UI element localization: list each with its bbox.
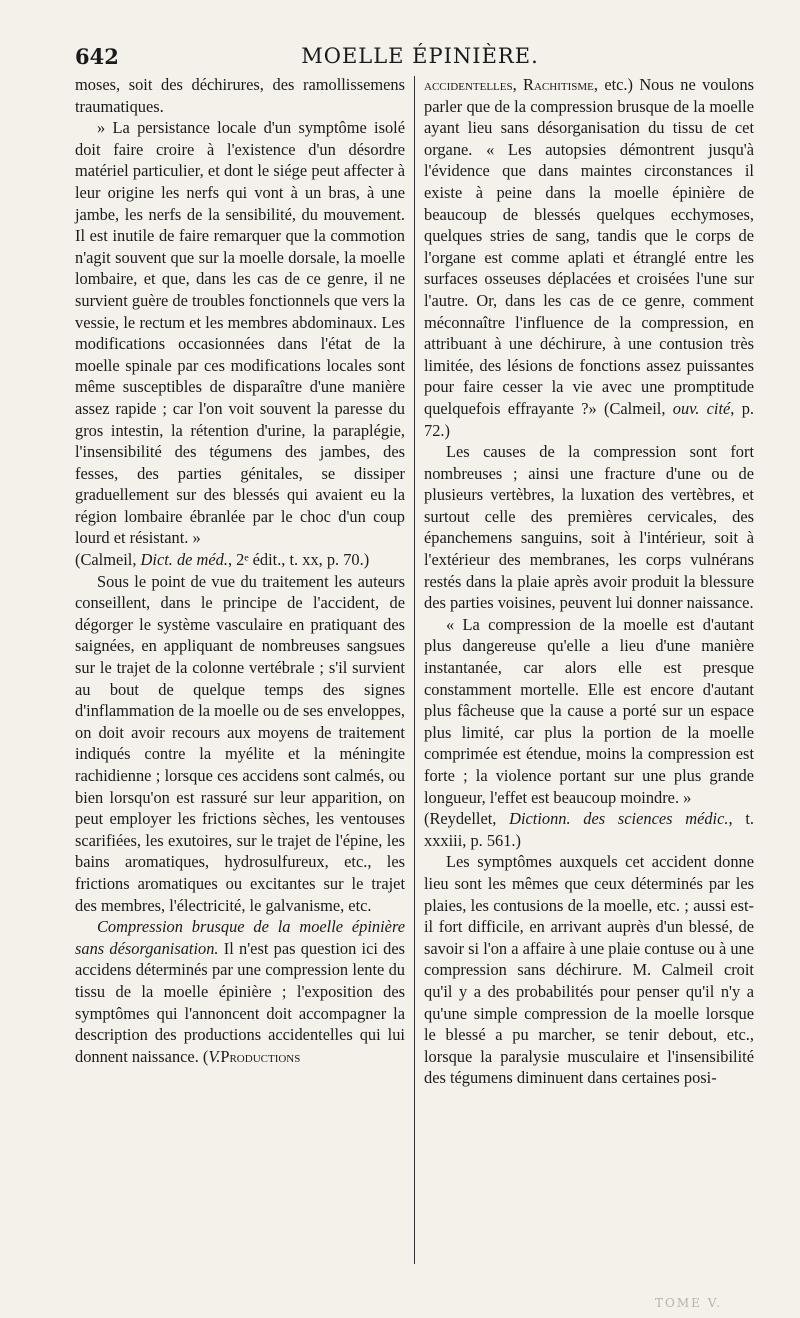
paragraph-text: Il n'est pas question ici des accidens déterminés par une compression lente du tissu de la moelle épinière ; l'exposition des symptômes qui l'annoncent doit accompagner la description des productions accidentelles qui lui donnent naissance. ( (75, 938, 406, 1066)
running-title: MOELLE ÉPINIÈRE. (301, 44, 539, 68)
citation-title: Dict. de méd. (140, 550, 228, 570)
section-heading: Compression brusque de la moelle épinière sans désorganisation. (75, 917, 405, 958)
paragraph: moses, soit des déchirures, des ramollissemens traumatiques. (75, 75, 405, 116)
citation-text: , p. 72.) (424, 398, 754, 440)
paragraph-text: , etc.) Nous ne voulons parler que de la compression brusque de la moelle ayant lieu sans désorganisation du tissu de cet organe. « Les autopsies démontrent jusqu'à l'évidence que dans maintes circonstances il existe à peine dans la moelle épinière de beaucoup de blessés quelques ecchymoses, quelques stries de sang, tandis que le corps de l'organe est comme aplati et étranglé entre les surfaces osseuses déplacées et croisées l'une sur l'autre. Or, dans les cas de ce genre, comment méconnaître l'influence de la compression, en attribuant à une déchirure, à une contusion très limitée, des lésions de fonctions assez puissantes pour faire cesser la vie avec une promptitude quelquefois effrayante ?» (Calmeil, (424, 75, 754, 418)
paragraph (424, 74, 754, 441)
right-column (424, 74, 754, 1089)
citation-text: (Reydellet, (424, 809, 510, 829)
paragraph: Les causes de la compression sont fort nombreuses ; ainsi une fracture d'une ou de plusieurs vertèbres, la luxation des vertèbres, et surtout celle des premières cervicales, des épanchemens sanguins, soit à l'intérieur, soit à l'extérieur des membranes, les corps vulnérans restés dans la plaie après avoir produit la blessure des parties voisines, peuvent lui donner naissance. (424, 442, 754, 613)
cross-reference: V. (208, 1046, 221, 1066)
column-divider (414, 76, 415, 1264)
paragraph (75, 916, 405, 1067)
citation (424, 808, 754, 851)
citation (75, 549, 405, 571)
cross-reference-title: Productions (220, 1046, 301, 1066)
paragraph: Les symptômes auxquels cet accident donne lieu sont les mêmes que ceux déterminés par les plaies, les contusions de la moelle, etc. ; aussi est-il fort difficile, en arrivant auprès d'un blessé, de savoir si l'on a affaire à une plaie contuse ou à une compression sans déchirure. M. Calmeil croit qu'il y a des probabilités pour penser qu'il n'y a qu'une simple compression de la moelle lorsque le blessé a pu marcher, se tenir debout, etc., lorsque la paralysie musculaire et l'insensibilité des tégumens diminuent dans certaines posi- (424, 852, 754, 1088)
paragraph: Sous le point de vue du traitement les auteurs conseillent, dans le principe de l'accident, de dégorger le système vasculaire en pratiquant des saignées, en appliquant de nombreuses sangsues sur le trajet de la colonne vertébrale ; s'il survient au bout de quelque temps des signes d'inflammation de la moelle ou de ses enveloppes, on doit avoir recours aux moyens de traitement indiqués contre la myélite et la méningite rachidienne ; lorsque ces accidens sont calmés, ou bien lorsqu'on est rassuré sur leur apparition, on peut employer les frictions sèches, les ventouses scarifiées, les exutoires, sur le trajet de l'épine, les bains aromatiques, hydrosulfureux, etc., les frictions aromatiques ou excitantes sur le trajet des membres, l'électricité, le galvanisme, etc. (75, 571, 405, 915)
left-column (75, 74, 405, 1067)
citation-text: , 2ᵉ édit., t. xx, p. 70.) (227, 550, 370, 570)
page-header (75, 42, 765, 72)
page-number: 642 (75, 44, 119, 69)
paragraph: » La persistance locale d'un symptôme isolé doit faire croire à l'existence d'un désordre matériel particulier, et dont le siége peut affecter à leur origine les nerfs qui vont à un bras, à une jambe, les nerfs de la sensibilité, du mouvement. Il est inutile de faire remarquer que la commotion n'agit souvent que sur la moelle dorsale, la moelle lombaire, et que, dans les cas de ce genre, il ne survient guère de troubles fonctionnels que vers la vessie, le rectum et les membres abdominaux. Les modifications occasionnées dans l'état de la moelle spinale par ces modifications locales sont même susceptibles de disparaître d'une manière assez rapide ; car l'on voit souvent la paresse du gros intestin, la rétention d'urine, la paraplégie, l'insensibilité des tégumens des jambes, des fesses, des parties génitales, se dissiper graduellement sur des blessés qui avaient eu la région lombaire ébranlée par le choc d'un coup lourd et résistant. » (75, 118, 405, 548)
signature-mark: TOME V. (655, 1296, 723, 1310)
citation-text: (Calmeil, (75, 550, 141, 570)
citation-text: , t. xxxiii, p. 561.) (424, 809, 754, 850)
cross-reference-title: accidentelles, Rachitisme (424, 75, 594, 94)
citation-title: Dictionn. des sciences médic. (509, 809, 729, 829)
citation-title: ouv. cité (672, 398, 731, 418)
paragraph: « La compression de la moelle est d'autant plus dangereuse qu'elle a lieu d'une manière instantanée, car alors elle est presque constamment mortelle. Elle est encore d'autant plus fâcheuse que la cause a porté sur un espace plus limité, car plus la portion de la moelle comprimée est étendue, moins la compression est forte ; la violence portant sur une plus grande longueur, l'effet est beaucoup moindre. » (424, 614, 754, 807)
